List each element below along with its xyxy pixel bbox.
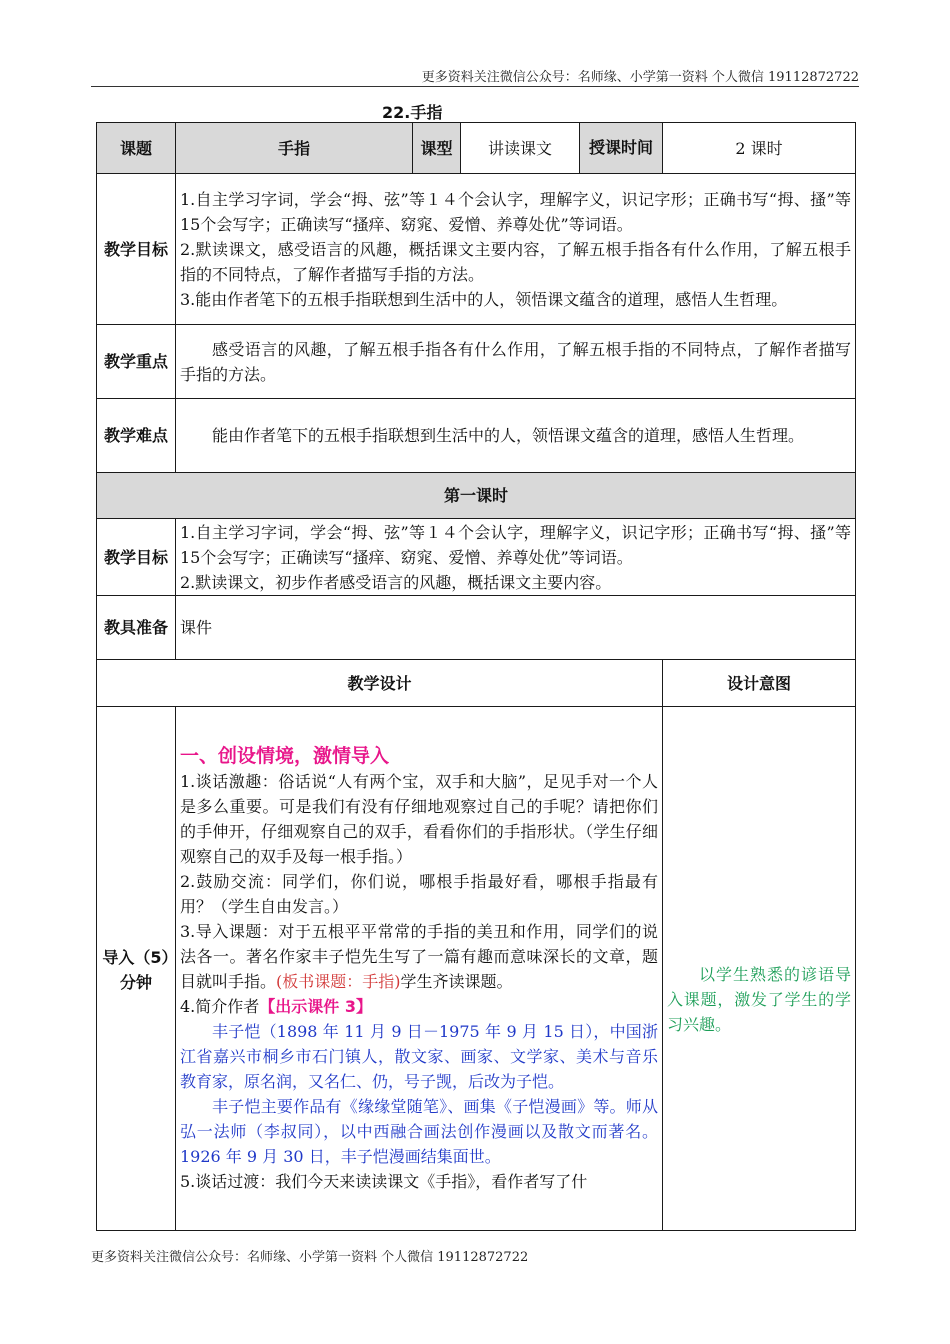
lesson-plan-table	[96, 122, 856, 1231]
stage-label: 导入（5）分钟	[97, 707, 176, 1231]
design-col-header: 教学设计	[97, 660, 663, 707]
topic-value: 手指	[176, 123, 413, 174]
type-label: 课型	[413, 123, 461, 174]
step-4	[180, 994, 658, 1019]
difficulties-label: 教学难点	[97, 399, 176, 473]
goals-content	[176, 174, 856, 325]
goal-item-1: 1.自主学习字词，学会“拇、弦”等１４个会认字，理解字义，识记字形；正确书写“拇、搔”等15个会写字；正确读写“搔痒、窈窕、爱憎、养尊处优”等词语。	[180, 189, 851, 234]
goals-row	[97, 174, 856, 325]
design-header-row	[97, 660, 856, 707]
lesson-goal-item-2: 2.默读课文，初步作者感受语言的风趣，概括课文主要内容。	[180, 572, 612, 592]
step-5: 5.谈话过渡：我们今天来读读课文《手指》，看作者写了什	[180, 1172, 588, 1191]
author-paragraph-1: 丰子恺（1898 年 11 月 9 日－1975 年 9 月 15 日），中国浙江省嘉兴市桐乡市石门镇人，散文家、画家、文学家、美术与音乐教育家，原名润，又名仁、仍，号子觊，后改为子恺。	[180, 1022, 658, 1091]
type-value: 讲读课文	[461, 123, 580, 174]
header-rule	[91, 86, 859, 87]
difficulties-text: 能由作者笔下的五根手指联想到生活中的人，领悟课文蕴含的道理，感悟人生哲理。	[212, 426, 805, 445]
topic-label: 课题	[97, 123, 176, 174]
section-title: 一、创设情境，激情导入	[180, 745, 390, 767]
lesson-goals-label: 教学目标	[97, 519, 176, 596]
step-1: 1.谈话激趣：俗话说“人有两个宝，双手和大脑”，足见手对一个人是多么重要。可是我们有没有仔细地观察过自己的手呢？请把你们的手伸开，仔细观察自己的双手，看看你们的手指形状。（学生仔细观察自己的双手及每一根手指。）	[180, 772, 658, 866]
goals-label: 教学目标	[97, 174, 176, 325]
goal-item-2: 2.默读课文，感受语言的风趣，概括课文主要内容，了解五根手指各有什么作用，了解五根手指的不同特点，了解作者描写手指的方法。	[180, 239, 851, 284]
document-title: 22.手指	[382, 103, 443, 122]
time-value: 2 课时	[663, 123, 856, 174]
difficulties-row	[97, 399, 856, 473]
key-points-text: 感受语言的风趣，了解五根手指各有什么作用，了解五根手指的不同特点，了解作者描写手指的方法。	[180, 339, 851, 384]
step-3-tail: 学生齐读课题。	[400, 972, 513, 991]
footer-note: 更多资料关注微信公众号：名师缘、小学第一资料 个人微信 19112872722	[91, 1250, 529, 1265]
key-points-label: 教学重点	[97, 325, 176, 399]
design-content	[176, 707, 663, 1231]
header-note: 更多资料关注微信公众号：名师缘、小学第一资料 个人微信 19112872722	[421, 70, 859, 85]
design-content-row	[97, 707, 856, 1231]
info-row	[97, 123, 856, 174]
tools-row	[97, 596, 856, 660]
lesson-heading: 第一课时	[97, 473, 856, 519]
tools-value: 课件	[176, 596, 856, 660]
author-paragraph-2: 丰子恺主要作品有《缘缘堂随笔》、画集《子恺漫画》等。师从弘一法师（李叔同），以中西融合画法创作漫画以及散文而著名。1926 年 9 月 30 日，丰子恺漫画结集面世。	[180, 1097, 658, 1166]
key-points-row	[97, 325, 856, 399]
intent-cell	[663, 707, 856, 1231]
blackboard-note: (板书课题：手指)	[276, 972, 401, 991]
key-points-content	[176, 325, 856, 399]
step-4-text: 4.简介作者	[180, 997, 260, 1016]
courseware-note: 【出示课件 3】	[259, 997, 372, 1016]
lesson-goal-item-1: 1.自主学习字词，学会“拇、弦”等１４个会认字，理解字义，识记字形；正确书写“拇、搔”等15个会写字；正确读写“搔痒、窈窕、爱憎、养尊处优”等词语。	[180, 522, 851, 567]
step-2: 2.鼓励交流：同学们，你们说，哪根手指最好看，哪根手指最有用？（学生自由发言。）	[180, 872, 658, 916]
tools-label: 教具准备	[97, 596, 176, 660]
lesson-heading-row	[97, 473, 856, 519]
difficulties-content	[176, 399, 856, 473]
goal-item-3: 3.能由作者笔下的五根手指联想到生活中的人，领悟课文蕴含的道理，感悟人生哲理。	[180, 289, 788, 309]
lesson-goals-content	[176, 519, 856, 596]
intent-text: 以学生熟悉的谚语导入课题，激发了学生的学习兴趣。	[667, 965, 851, 1034]
intent-col-header: 设计意图	[663, 660, 856, 707]
step-3-text: 3.导入课题：对于五根平平常常的手指的美丑和作用，同学们的说法各一。著名作家丰子恺先生写了一篇有趣而意味深长的文章，题目就叫手指。	[180, 922, 658, 991]
time-label: 授课时间	[580, 123, 663, 174]
step-3	[180, 919, 658, 994]
lesson-goals-row	[97, 519, 856, 596]
